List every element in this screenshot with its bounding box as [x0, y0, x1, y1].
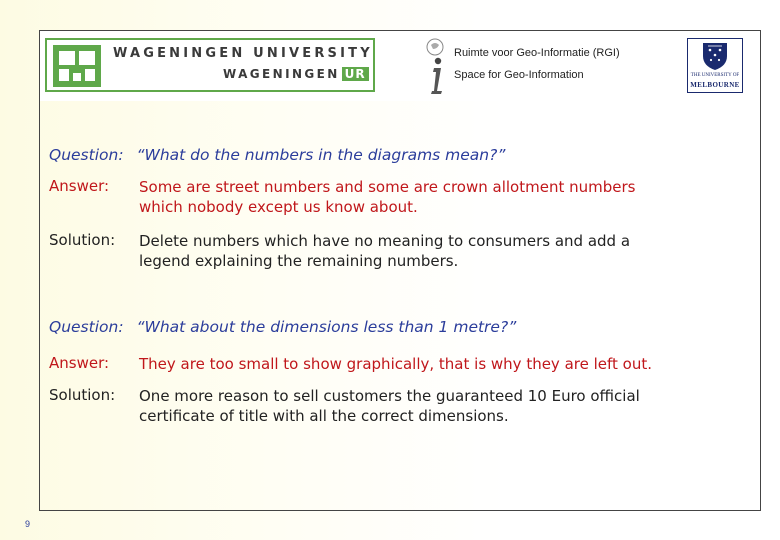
- page-number: 9: [25, 519, 31, 529]
- wur-ur-badge: UR: [342, 67, 369, 81]
- question-2-label: Question:: [49, 318, 124, 336]
- rgi-title: Ruimte voor Geo-Informatie (RGI): [454, 47, 620, 59]
- solution-1-line-2: legend explaining the remaining numbers.: [139, 252, 459, 270]
- answer-1-line-1: Some are street numbers and some are crown allotment numbers: [139, 178, 636, 196]
- solution-2-line-2: certificate of title with all the correct dimensions.: [139, 407, 509, 425]
- rgi-subtitle: Space for Geo-Information: [454, 69, 584, 81]
- melbourne-name: MELBOURNE: [690, 81, 740, 89]
- answer-2-line-1: They are too small to show graphically, that is why they are left out.: [139, 355, 653, 373]
- melbourne-shield-icon: [700, 41, 730, 71]
- slide-header: [40, 31, 760, 101]
- question-2-text: “What about the dimensions less than 1 metre?”: [136, 318, 517, 336]
- wur-subtitle-text: WAGENINGEN: [223, 67, 340, 81]
- question-1-text: “What do the numbers in the diagrams mean?”: [136, 146, 506, 164]
- answer-1-text: [139, 177, 749, 217]
- info-i-icon: [423, 37, 451, 97]
- answer-1-label: Answer:: [49, 177, 110, 195]
- solution-2-line-1: One more reason to sell customers the guaranteed 10 Euro official: [139, 387, 640, 405]
- question-1: [49, 146, 505, 164]
- solution-2-label: Solution:: [49, 386, 116, 404]
- wur-subtitle: [223, 67, 369, 81]
- solution-2-text: [139, 386, 749, 426]
- wur-emblem-icon: [53, 45, 101, 87]
- solution-1-text: [139, 231, 749, 271]
- question-1-label: Question:: [49, 146, 124, 164]
- melbourne-caption: THE UNIVERSITY OF: [690, 73, 740, 78]
- answer-2-label: Answer:: [49, 354, 110, 372]
- melbourne-logo: [687, 38, 743, 93]
- answer-1-line-2: which nobody except us know about.: [139, 198, 418, 216]
- solution-1-label: Solution:: [49, 231, 116, 249]
- answer-2-text: [139, 354, 749, 374]
- wur-title: WAGENINGEN UNIVERSITY: [113, 46, 373, 61]
- question-2: [49, 318, 516, 336]
- wageningen-logo: [45, 38, 375, 92]
- solution-1-line-1: Delete numbers which have no meaning to consumers and add a: [139, 232, 631, 250]
